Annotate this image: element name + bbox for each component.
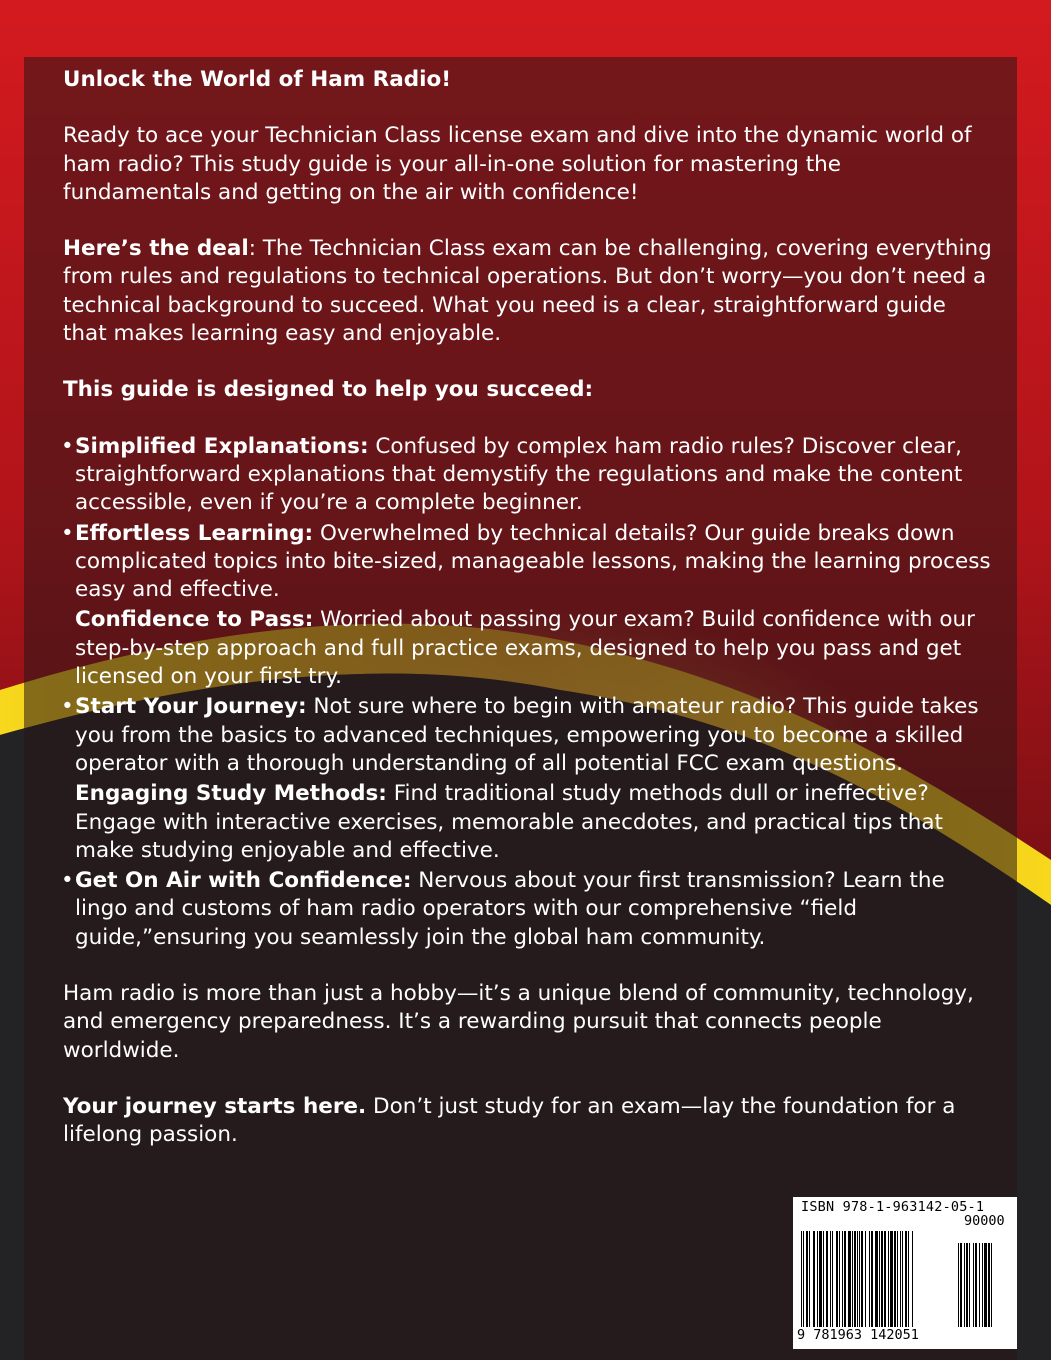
price-addon-digits: 90000 <box>964 1213 1005 1229</box>
bullet: • <box>61 868 74 894</box>
feature-text: Find traditional study methods dull or ineffective? Engage with interactive exercises, memorable anecdotes, and practical tips that make studying enjoyable and effective. <box>75 781 943 863</box>
feature-text: Confused by complex ham radio rules? Discover clear, straightforward explanations that demystify the regulations and make the content accessible, even if you’re a complete beginner. <box>75 433 963 516</box>
bullet: • <box>61 520 74 546</box>
feature-item <box>63 780 993 865</box>
list-heading: This guide is designed to help you succeed: <box>63 377 594 403</box>
headline: Unlock the World of Ham Radio! <box>63 67 452 92</box>
feature-text: Not sure where to begin with amateur radio? This guide takes you from the basics to advanced techniques, empowering you to become a skilled operator with a thorough understanding of all potential FCC exam questions. <box>75 694 979 776</box>
final-lead: Your journey starts here. <box>63 1093 367 1119</box>
isbn-number: ISBN 978-1-963142-05-1 <box>801 1199 985 1215</box>
back-cover-copy <box>63 66 993 1150</box>
feature-title: Confidence to Pass: <box>75 607 314 633</box>
feature-item <box>63 693 993 778</box>
bullet: • <box>61 433 74 459</box>
feature-text: Nervous about your first transmission? Learn the lingo and customs of ham radio operators with our comprehensive “field guide,”ensuring you seamlessly join the global ham community. <box>75 868 945 950</box>
feature-text: Overwhelmed by technical details? Our guide breaks down complicated topics into bite-sized, manageable lessons, making the learning process easy and effective. <box>75 520 991 603</box>
feature-item <box>63 867 993 952</box>
feature-title: Simplified Explanations: <box>75 433 369 459</box>
addon-bars <box>958 1243 1010 1331</box>
feature-item <box>63 433 993 518</box>
deal-paragraph <box>63 235 993 348</box>
deal-lead: Here’s the deal <box>63 236 249 262</box>
final-paragraph <box>63 1093 993 1150</box>
ean-digits: 9 781963 142051 <box>797 1327 919 1343</box>
feature-title: Get On Air with Confidence: <box>75 868 412 894</box>
deal-text: : The Technician Class exam can be challenging, covering everything from rules and regulations to technical operations. But don’t worry—you don’t need a technical background to succeed. What you need is a clear, straightforward guide that makes learning easy and enjoyable. <box>63 236 992 347</box>
isbn-barcode <box>793 1197 1017 1349</box>
intro-paragraph: Ready to ace your Technician Class license exam and dive into the dynamic world of ham radio? This study guide is your all-in-one solution for mastering the fundamentals and getting on the air with confidence! <box>63 123 972 205</box>
feature-item <box>63 606 993 691</box>
closing-paragraph: Ham radio is more than just a hobby—it’s a unique blend of community, technology, and emergency preparedness. It’s a rewarding pursuit that connects people worldwide. <box>63 981 974 1063</box>
feature-title: Effortless Learning: <box>75 520 314 546</box>
bullet: • <box>61 694 74 720</box>
feature-list <box>63 433 993 952</box>
feature-title: Engaging Study Methods: <box>75 781 387 807</box>
feature-item <box>63 520 993 605</box>
feature-title: Start Your Journey: <box>75 694 307 720</box>
feature-text: Worried about passing your exam? Build confidence with our step-by-step approach and full practice exams, designed to help you pass and get licensed on your first try. <box>75 607 975 690</box>
ean-bars <box>801 1231 957 1331</box>
final-text: Don’t just study for an exam—lay the foundation for a lifelong passion. <box>63 1093 956 1148</box>
